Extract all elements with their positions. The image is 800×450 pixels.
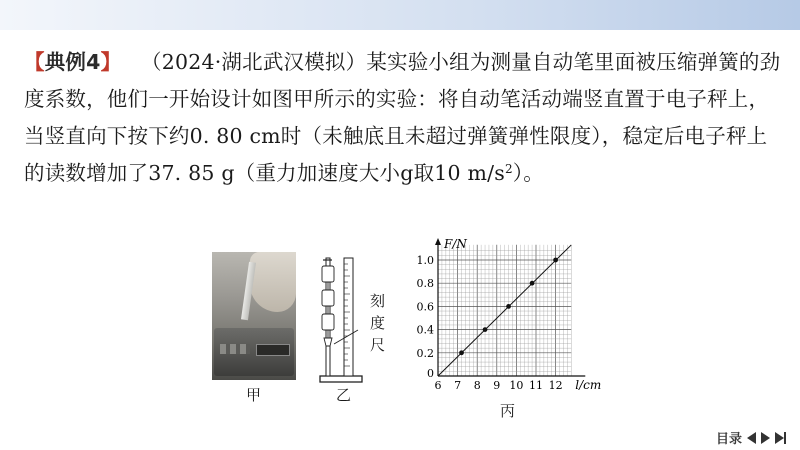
example-tag: 【典例4】 [24, 50, 122, 74]
x-tick-label: 12 [548, 379, 563, 392]
header-band [0, 0, 800, 30]
y-tick-label: 0.2 [416, 346, 434, 360]
problem-text [24, 44, 784, 192]
scale-buttons [220, 344, 250, 354]
data-point [506, 304, 511, 309]
data-point [530, 281, 535, 286]
figure-jia-photo [212, 252, 296, 380]
figure-bing-chart [408, 236, 618, 396]
problem-source: （2024·湖北武汉模拟） [151, 50, 367, 74]
figure-jia-label: 甲 [246, 386, 262, 404]
figure-bing-label: 丙 [500, 402, 516, 420]
origin-label: 0 [427, 367, 434, 380]
scale-display [256, 344, 290, 356]
data-point [459, 350, 464, 355]
figure-yi-diagram [318, 252, 366, 384]
figure-yi-label: 乙 [336, 386, 352, 404]
slide-nav [716, 428, 786, 447]
problem-body: 某实验小组为测量自动笔里面被压缩弹簧的劲度系数，他们一开始设计如图甲所示的实验：将自动笔活动端竖直置于电子秤上，当竖直向下按下约0. 80 cm时（未触底且未超过弹簧弹性限度），稳定后电子秤上的读数增加了37. 85 g（重力加速度大小g取10 m/s [24, 50, 781, 185]
data-point [483, 327, 488, 332]
x-tick-label: 10 [509, 379, 524, 392]
x-tick-label: 11 [529, 379, 543, 392]
data-point [553, 258, 558, 263]
x-tick-label: 7 [454, 379, 462, 392]
ruler-label: 刻 度 尺 [370, 292, 386, 354]
hand-shape [250, 252, 296, 312]
next-icon[interactable] [761, 432, 770, 444]
y-tick-label: 1.0 [416, 254, 434, 267]
last-page-icon[interactable] [775, 432, 786, 444]
y-tick-label: 0.6 [416, 300, 434, 314]
x-tick-label: 9 [493, 379, 501, 392]
menu-link[interactable]: 目录 [715, 432, 742, 447]
prev-icon[interactable] [747, 432, 756, 444]
hanging-pens [322, 266, 334, 346]
superscript-exponent: 2 [504, 162, 513, 176]
x-axis-label: l/cm [575, 378, 602, 392]
y-axis-label: F/N [444, 237, 467, 251]
problem-end: ）。 [512, 161, 544, 185]
y-axis-arrow [435, 238, 441, 245]
stand-base [320, 376, 362, 382]
x-tick-label: 6 [434, 379, 442, 392]
y-tick-label: 0.8 [416, 277, 434, 291]
y-tick-label: 0.4 [416, 323, 434, 337]
x-tick-label: 8 [473, 379, 481, 392]
